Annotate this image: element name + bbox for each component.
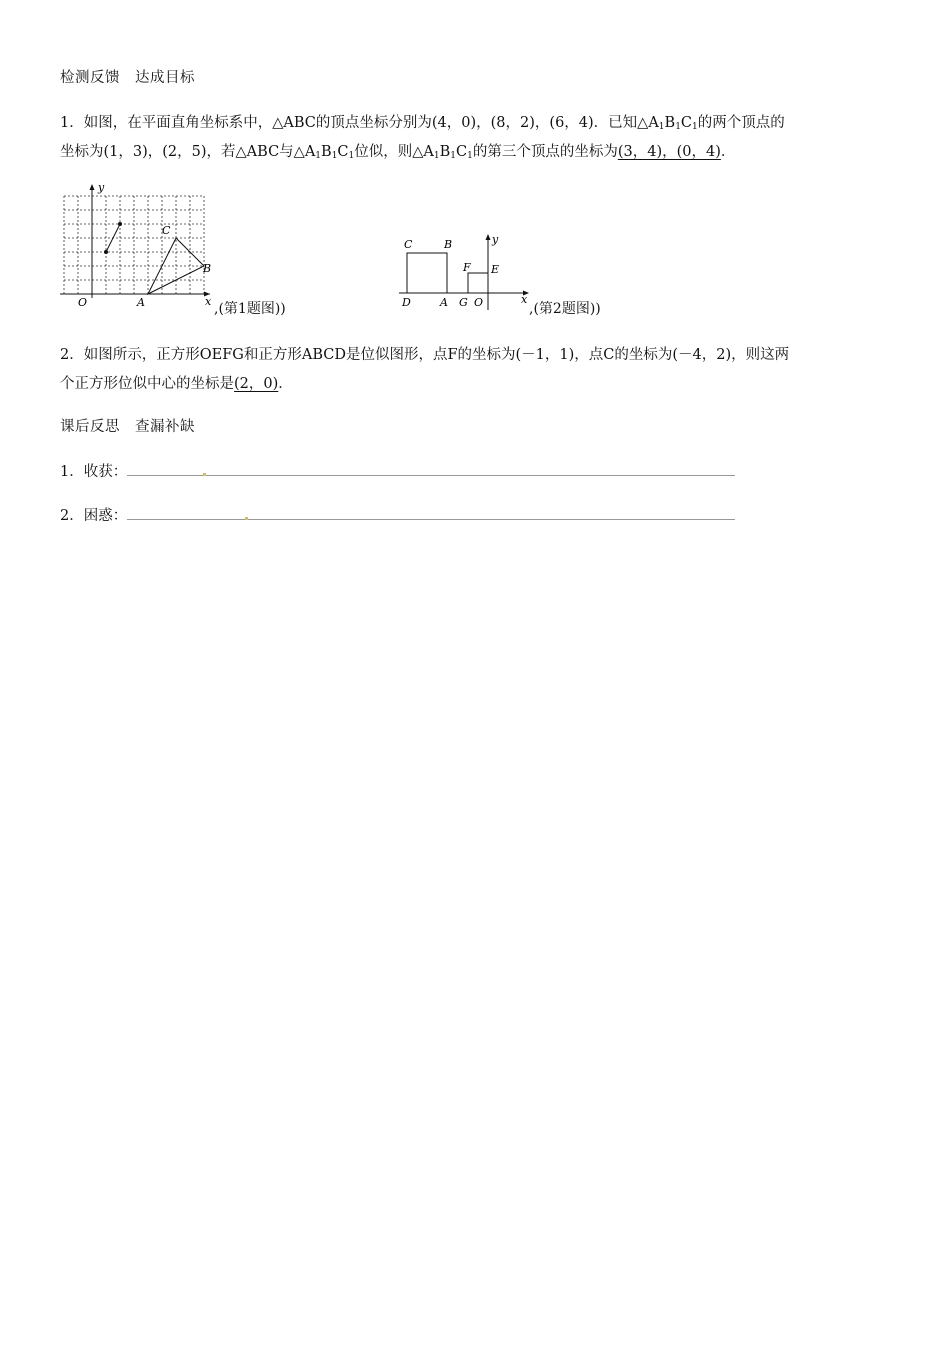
q1-sub: 1 — [433, 151, 440, 161]
fig1-label-a: A — [137, 296, 145, 309]
q1-answer: (3，4)，(0，4) — [617, 144, 721, 160]
q1-sub: 1 — [467, 151, 473, 161]
q1-letter-b: B — [321, 144, 332, 160]
square-oefg — [468, 273, 488, 293]
point-2-5 — [118, 222, 122, 226]
figure-1-caption: ,(第1题图)) — [214, 301, 286, 317]
q1-end: ． — [720, 144, 736, 160]
blank-mark — [203, 473, 206, 476]
q1-letter-b: B — [664, 115, 676, 131]
fig2-label-e: E — [491, 263, 500, 276]
fig2-label-x: x — [521, 293, 528, 306]
q1-text-2b: 位似，则△A — [354, 144, 434, 160]
question-2-line-2 — [60, 372, 293, 393]
q1-text-1b: (6，4)．已知△A — [549, 115, 659, 131]
y-axis-arrow — [90, 184, 95, 190]
q1-sub: 1 — [675, 122, 681, 132]
q1-text-1a: 如图，在平面直角坐标系中，△ABC的顶点坐标分别为(4，0)，(8，2)， — [83, 115, 550, 131]
q1-sub: 1 — [331, 151, 338, 161]
q1-letter-c: C — [456, 144, 468, 160]
gain-input-line[interactable] — [127, 463, 735, 476]
fig2-label-c: C — [404, 238, 413, 251]
q1-letter-c: C — [337, 144, 349, 160]
figure-2-caption: ,(第2题图)) — [529, 301, 601, 317]
q1-sub: 1 — [315, 151, 322, 161]
fig2-label-a: A — [440, 296, 448, 309]
q1-letter-b: B — [439, 144, 451, 160]
fig1-label-b: B — [203, 262, 212, 275]
fig2-label-o: O — [474, 296, 484, 309]
question-1-line-1 — [60, 111, 785, 132]
fig2-label-d: D — [402, 296, 411, 309]
section-title-reflection: 课后反思 查漏补缺 — [60, 419, 195, 435]
q2-text-1: 如图所示，正方形OEFG和正方形ABCD是位似图形，点F的坐标为(－1，1)，点C的坐标为(－4，2)，则这两 — [83, 347, 790, 363]
confusion-input-line[interactable] — [127, 507, 735, 520]
gain-label: 1．收获： — [60, 464, 128, 480]
q1-text-2c: 的第三个顶点的坐标为 — [472, 144, 618, 160]
fig1-label-x: x — [205, 295, 212, 308]
q1-text-2a: 坐标为(1，3)，(2，5)，若△ABC与△A — [60, 144, 316, 160]
question-2-line-1 — [60, 343, 789, 364]
fig1-label-c: C — [162, 224, 171, 237]
q2-text-2: 个正方形位似中心的坐标是 — [60, 376, 234, 392]
fig2-label-f: F — [463, 261, 471, 274]
q1-letter-c: C — [680, 115, 693, 131]
y-axis-arrow — [486, 234, 491, 240]
q1-sub: 1 — [658, 122, 665, 132]
point-1-3 — [104, 250, 108, 254]
reflection-gain-row — [60, 460, 735, 481]
square-abcd — [407, 253, 447, 293]
figure-1-grid — [58, 180, 228, 310]
figure-2-squares — [395, 228, 535, 312]
q2-number: 2． — [60, 347, 84, 363]
q1-sub: 1 — [348, 151, 355, 161]
q1-text-1c: 的两个顶点的 — [697, 115, 785, 131]
confusion-label: 2．困惑： — [60, 508, 128, 524]
q2-end: ． — [278, 376, 293, 392]
fig1-label-o: O — [78, 296, 88, 309]
reflection-confusion-row — [60, 504, 735, 525]
fig1-label-y: y — [98, 181, 105, 194]
q1-sub: 1 — [692, 122, 698, 132]
fig2-label-g: G — [459, 296, 468, 309]
question-1-line-2 — [60, 140, 735, 161]
q2-answer: (2，0) — [234, 376, 279, 392]
fig2-label-b: B — [444, 238, 453, 251]
q1-sub: 1 — [450, 151, 457, 161]
blank-mark — [245, 517, 248, 520]
section-title-feedback: 检测反馈 达成目标 — [60, 70, 195, 86]
q1-number: 1． — [60, 115, 84, 131]
fig2-label-y: y — [492, 233, 499, 246]
